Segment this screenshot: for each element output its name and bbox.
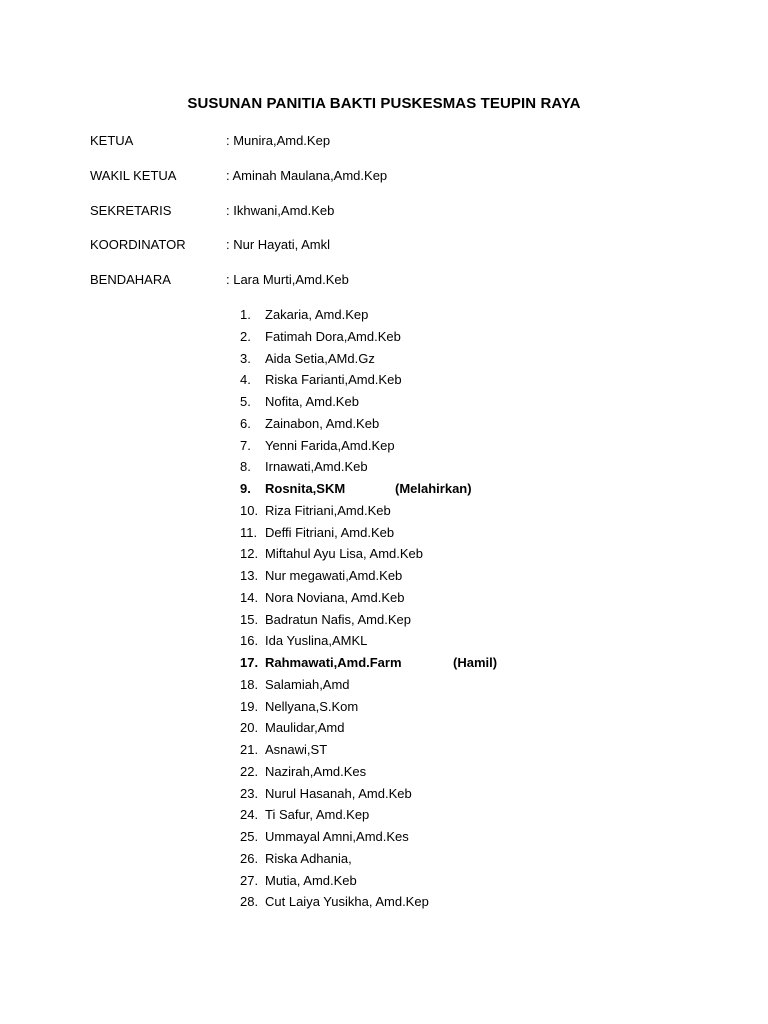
- list-item: [240, 544, 429, 566]
- role-value: : Aminah Maulana,Amd.Kep: [226, 167, 388, 183]
- list-item: [240, 588, 429, 610]
- member-name: Zainabon, Amd.Keb: [265, 415, 380, 431]
- member-note: (Melahirkan): [395, 481, 472, 496]
- list-item: [240, 392, 429, 414]
- member-name: Ummayal Amni,Amd.Kes: [265, 829, 409, 844]
- list-number: 24.: [240, 807, 259, 823]
- list-item: [240, 784, 429, 806]
- member-name: Rosnita,SKM: [265, 481, 346, 496]
- role-value: : Munira,Amd.Kep: [226, 133, 331, 148]
- list-number: 8.: [240, 459, 251, 475]
- list-item: [240, 740, 429, 762]
- list-item: [240, 827, 429, 849]
- member-name: Rahmawati,Amd.Farm: [265, 655, 402, 670]
- list-number: 4.: [240, 372, 251, 388]
- list-item: [240, 349, 429, 371]
- member-name: Ida Yuslina,AMKL: [265, 633, 368, 649]
- list-item: [240, 610, 429, 632]
- member-name: Zakaria, Amd.Kep: [265, 307, 369, 322]
- list-number: 27.: [240, 872, 259, 888]
- member-name: Ti Safur, Amd.Kep: [265, 807, 370, 823]
- member-note: (Hamil): [453, 655, 498, 670]
- member-name: Nora Noviana, Amd.Keb: [265, 589, 405, 605]
- list-number: 25.: [240, 829, 259, 844]
- list-number: 15.: [240, 611, 259, 627]
- list-number: 10.: [240, 502, 259, 518]
- list-number: 23.: [240, 785, 259, 801]
- member-name: Salamiah,Amd: [265, 676, 350, 692]
- member-name: Riza Fitriani,Amd.Keb: [265, 502, 391, 518]
- list-number: 26.: [240, 850, 259, 866]
- list-number: 1.: [240, 307, 251, 322]
- member-name: Aida Setia,AMd.Gz: [265, 350, 375, 366]
- list-number: 14.: [240, 589, 259, 605]
- document-title: SUSUNAN PANITIA BAKTI PUSKESMAS TEUPIN RAYA: [187, 95, 581, 112]
- member-name: Asnawi,ST: [265, 742, 328, 757]
- list-number: 3.: [240, 350, 251, 366]
- role-value: : Nur Hayati, Amkl: [226, 237, 331, 253]
- member-name: Nurul Hasanah, Amd.Keb: [265, 785, 412, 801]
- member-name: Cut Laiya Yusikha, Amd.Kep: [265, 894, 429, 910]
- list-number: 21.: [240, 742, 259, 757]
- list-item: [240, 871, 429, 893]
- list-number: 19.: [240, 698, 259, 714]
- member-name: Nofita, Amd.Keb: [265, 394, 359, 409]
- list-number: 12.: [240, 546, 259, 562]
- list-number: 11.: [240, 524, 258, 540]
- list-number: 9.: [240, 481, 251, 496]
- member-name: Yenni Farida,Amd.Kep: [265, 437, 395, 453]
- role-value: : Lara Murti,Amd.Keb: [226, 272, 349, 288]
- list-number: 22.: [240, 763, 259, 779]
- member-name: Badratun Nafis, Amd.Kep: [265, 611, 411, 627]
- list-item: [240, 718, 429, 740]
- list-item: [240, 501, 429, 523]
- list-item: [240, 457, 429, 479]
- list-item: [240, 631, 429, 653]
- list-number: 2.: [240, 328, 251, 344]
- list-item: [240, 305, 429, 327]
- role-label: WAKIL KETUA: [90, 167, 177, 183]
- list-number: 16.: [240, 633, 259, 649]
- list-number: 20.: [240, 720, 259, 736]
- list-number: 28.: [240, 894, 259, 910]
- member-name: Mutia, Amd.Keb: [265, 872, 357, 888]
- list-item: [240, 370, 429, 392]
- member-name: Miftahul Ayu Lisa, Amd.Keb: [265, 546, 424, 562]
- list-item: [240, 566, 429, 588]
- role-label: BENDAHARA: [90, 272, 171, 288]
- list-item: [240, 805, 429, 827]
- list-item: [240, 697, 429, 719]
- list-item: [240, 327, 429, 349]
- list-item: [240, 675, 429, 697]
- member-list: [240, 305, 498, 914]
- list-item: [240, 414, 429, 436]
- list-item: [240, 892, 429, 914]
- member-name: Nazirah,Amd.Kes: [265, 763, 367, 779]
- member-name: Deffi Fitriani, Amd.Keb: [265, 524, 395, 540]
- list-item: [240, 849, 429, 871]
- member-name: Maulidar,Amd: [265, 720, 345, 736]
- member-name: Fatimah Dora,Amd.Keb: [265, 328, 401, 344]
- list-item: [240, 523, 429, 545]
- member-name: Nur megawati,Amd.Keb: [265, 568, 403, 583]
- list-item: [240, 653, 498, 675]
- role-label: KETUA: [90, 133, 134, 148]
- role-value: : Ikhwani,Amd.Keb: [226, 202, 335, 218]
- list-number: 18.: [240, 676, 259, 692]
- list-number: 13.: [240, 568, 259, 583]
- member-name: Riska Farianti,Amd.Keb: [265, 372, 402, 388]
- member-name: Irnawati,Amd.Keb: [265, 459, 368, 475]
- list-number: 7.: [240, 437, 251, 453]
- list-number: 6.: [240, 415, 251, 431]
- list-item: [240, 479, 472, 501]
- list-number: 5.: [240, 394, 251, 409]
- member-name: Nellyana,S.Kom: [265, 698, 359, 714]
- list-number: 17.: [240, 655, 259, 670]
- role-label: KOORDINATOR: [90, 237, 186, 253]
- member-name: Riska Adhania,: [265, 850, 352, 866]
- role-label: SEKRETARIS: [90, 202, 172, 218]
- list-item: [240, 436, 429, 458]
- list-item: [240, 762, 429, 784]
